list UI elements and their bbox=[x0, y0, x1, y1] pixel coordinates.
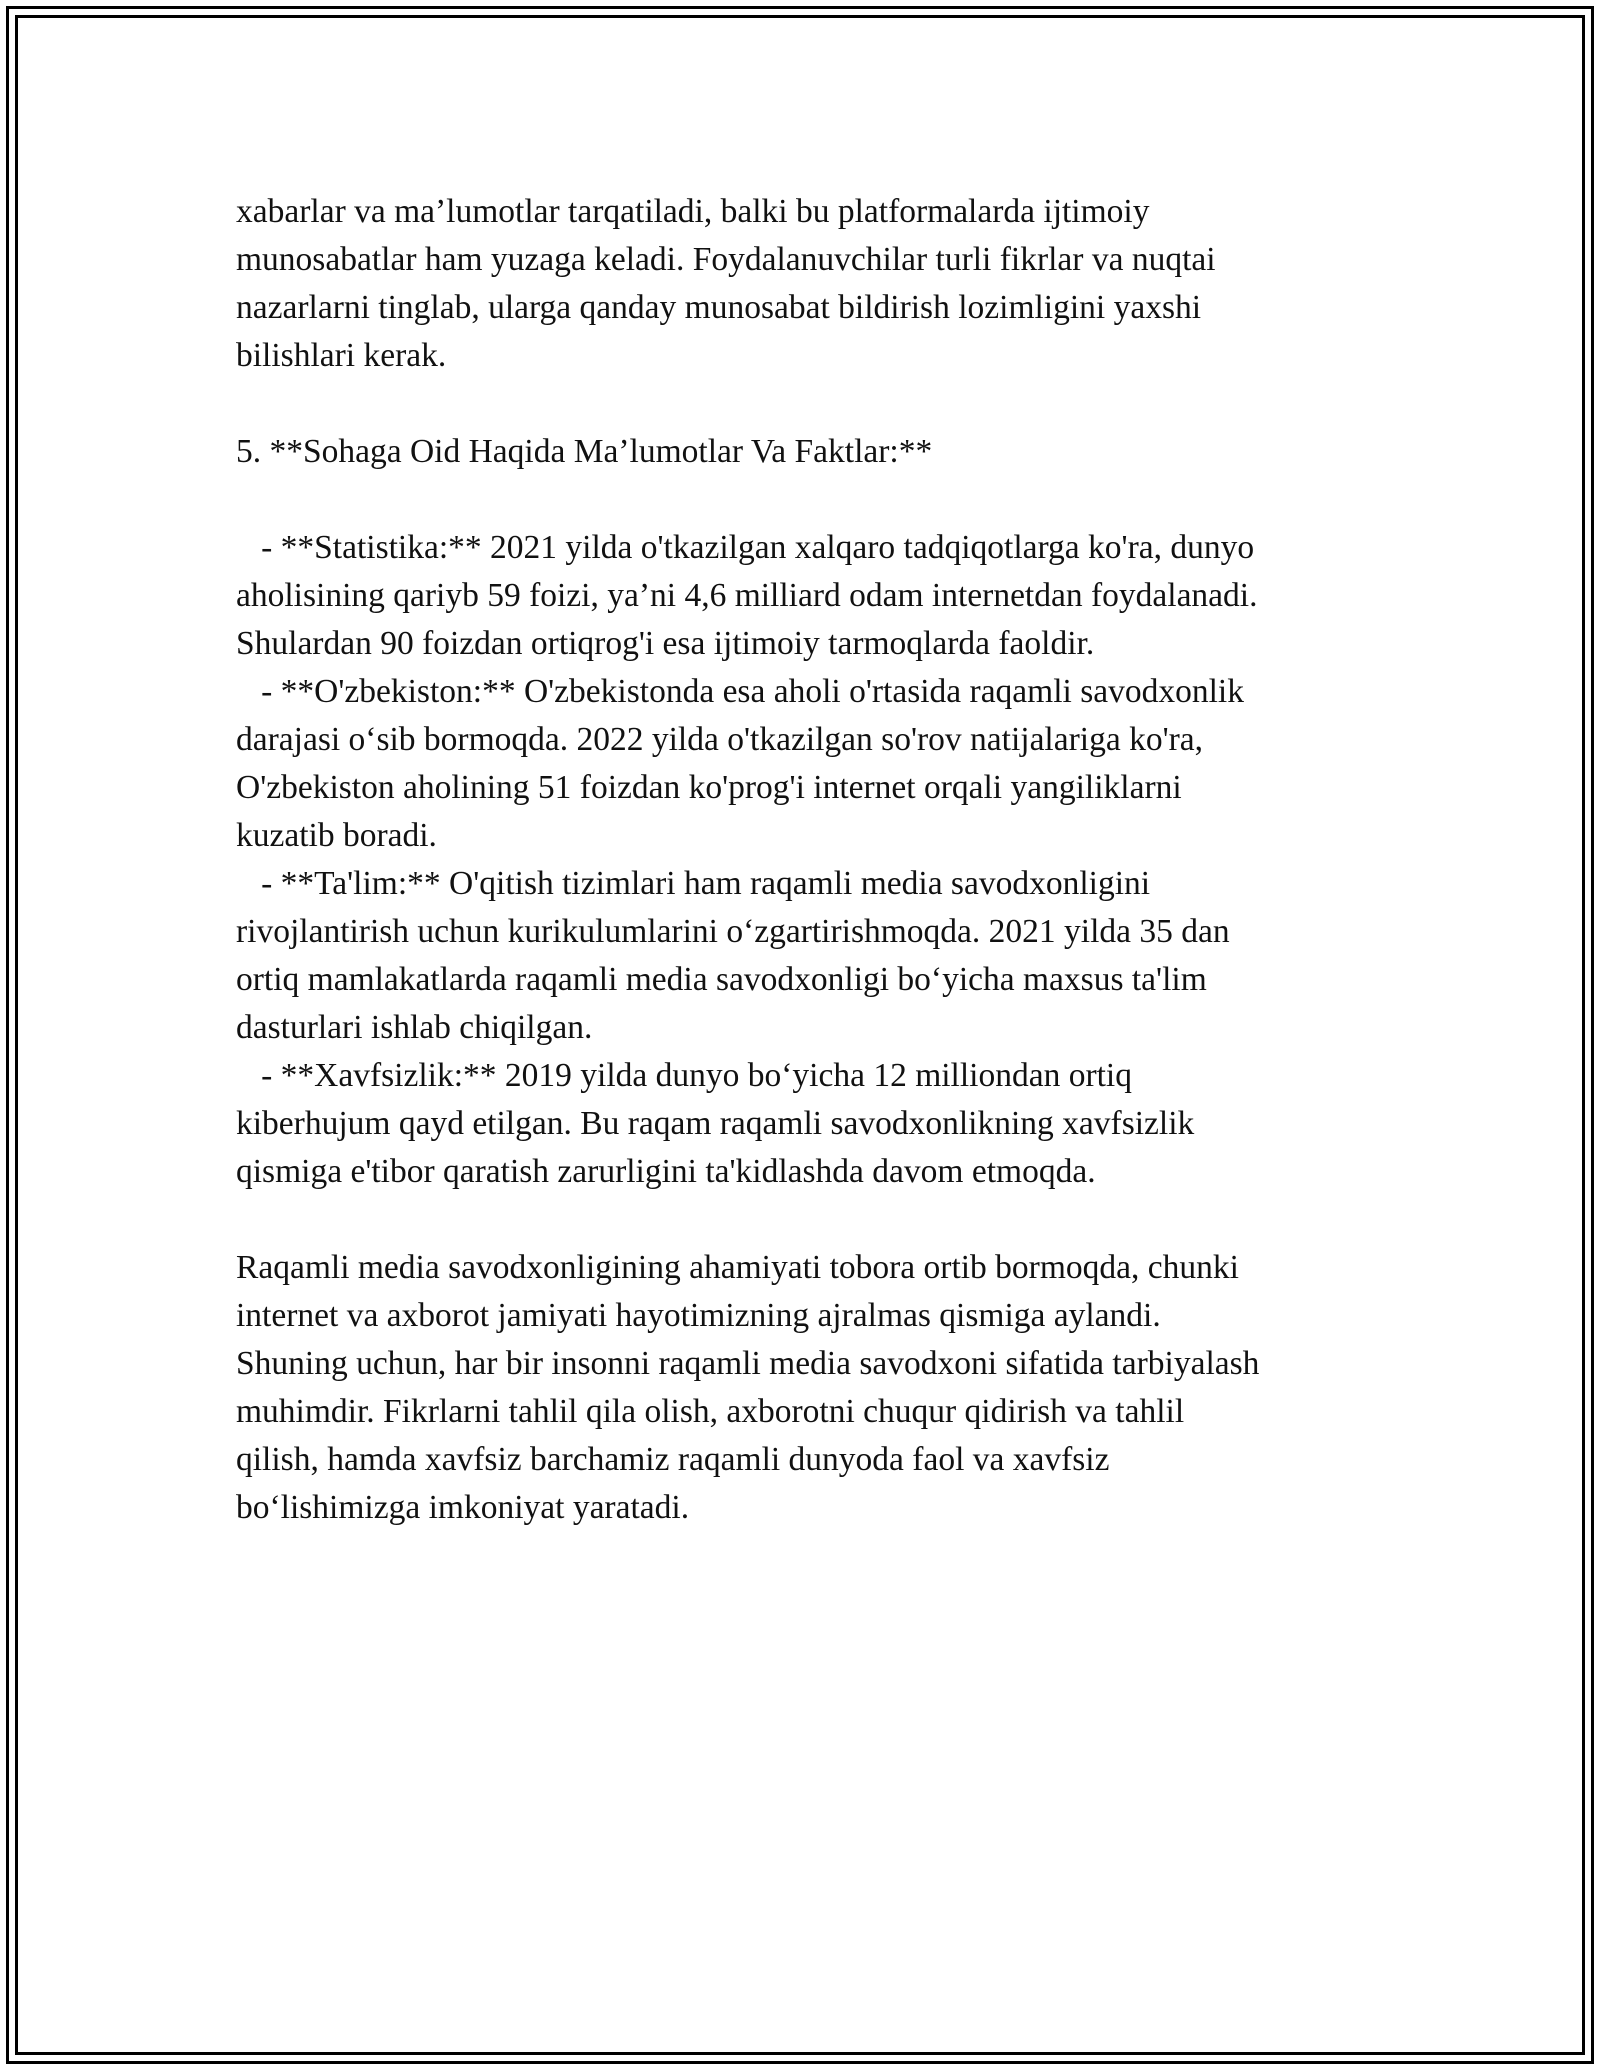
intro-paragraph bbox=[236, 188, 1366, 380]
list-item-line: ortiq mamlakatlarda raqamli media savodxonligi bo‘yicha maxsus ta'lim bbox=[236, 961, 1207, 998]
list-item-line: darajasi o‘sib bormoqda. 2022 yilda o'tkazilgan so'rov natijalariga ko'ra, bbox=[236, 721, 1204, 758]
list-item-line: rivojlantirish uchun kurikulumlarini o‘zgartirishmoqda. 2021 yilda 35 dan bbox=[236, 913, 1230, 950]
list-item-line: O'zbekiston aholining 51 foizdan ko'prog'i internet orqali yangiliklarni bbox=[236, 769, 1182, 806]
blank-line bbox=[236, 1196, 1366, 1244]
list-item-line: qismiga e'tibor qaratish zarurligini ta'kidlashda davom etmoqda. bbox=[236, 1153, 1096, 1190]
text-line: Raqamli media savodxonligining ahamiyati tobora ortib bormoqda, chunki bbox=[236, 1249, 1239, 1286]
text-line: qilish, hamda xavfsiz barchamiz raqamli dunyoda faol va xavfsiz bbox=[236, 1441, 1110, 1478]
text-line: xabarlar va ma’lumotlar tarqatiladi, balki bu platformalarda ijtimoiy bbox=[236, 193, 1150, 230]
list-item-line: kiberhujum qayd etilgan. Bu raqam raqamli savodxonlikning xavfsizlik bbox=[236, 1105, 1195, 1142]
text-line: nazarlarni tinglab, ularga qanday munosabat bildirish lozimligini yaxshi bbox=[236, 289, 1202, 326]
text-line: Shuning uchun, har bir insonni raqamli media savodxoni sifatida tarbiyalash bbox=[236, 1345, 1260, 1382]
list-item-line: - **O'zbekiston:** O'zbekistonda esa aholi o'rtasida raqamli savodxonlik bbox=[236, 673, 1244, 710]
list-item-line: - **Xavfsizlik:** 2019 yilda dunyo bo‘yicha 12 milliondan ortiq bbox=[236, 1057, 1132, 1094]
text-line: internet va axborot jamiyati hayotimizning ajralmas qismiga aylandi. bbox=[236, 1297, 1161, 1334]
conclusion-paragraph bbox=[236, 1244, 1366, 1532]
document-body bbox=[236, 188, 1366, 1532]
text-line: bo‘lishimizga imkoniyat yaratadi. bbox=[236, 1489, 690, 1526]
list-item-line: kuzatib boradi. bbox=[236, 817, 437, 854]
text-line: muhimdir. Fikrlarni tahlil qila olish, axborotni chuqur qidirish va tahlil bbox=[236, 1393, 1185, 1430]
list-item-line: Shulardan 90 foizdan ortiqrog'i esa ijtimoiy tarmoqlarda faoldir. bbox=[236, 625, 1095, 662]
blank-line bbox=[236, 380, 1366, 428]
list-item-line: - **Statistika:** 2021 yilda o'tkazilgan xalqaro tadqiqotlarga ko'ra, dunyo bbox=[236, 529, 1255, 566]
blank-line bbox=[236, 476, 1366, 524]
text-line: munosabatlar ham yuzaga keladi. Foydalanuvchilar turli fikrlar va nuqtai bbox=[236, 241, 1216, 278]
list-item-line: - **Ta'lim:** O'qitish tizimlari ham raqamli media savodxonligini bbox=[236, 865, 1151, 902]
text-line: bilishlari kerak. bbox=[236, 337, 447, 374]
section-heading: 5. **Sohaga Oid Haqida Ma’lumotlar Va Faktlar:** bbox=[236, 433, 933, 470]
facts-list bbox=[236, 524, 1366, 1196]
list-item-line: aholisining qariyb 59 foizi, ya’ni 4,6 milliard odam internetdan foydalanadi. bbox=[236, 577, 1258, 614]
list-item-line: dasturlari ishlab chiqilgan. bbox=[236, 1009, 593, 1046]
